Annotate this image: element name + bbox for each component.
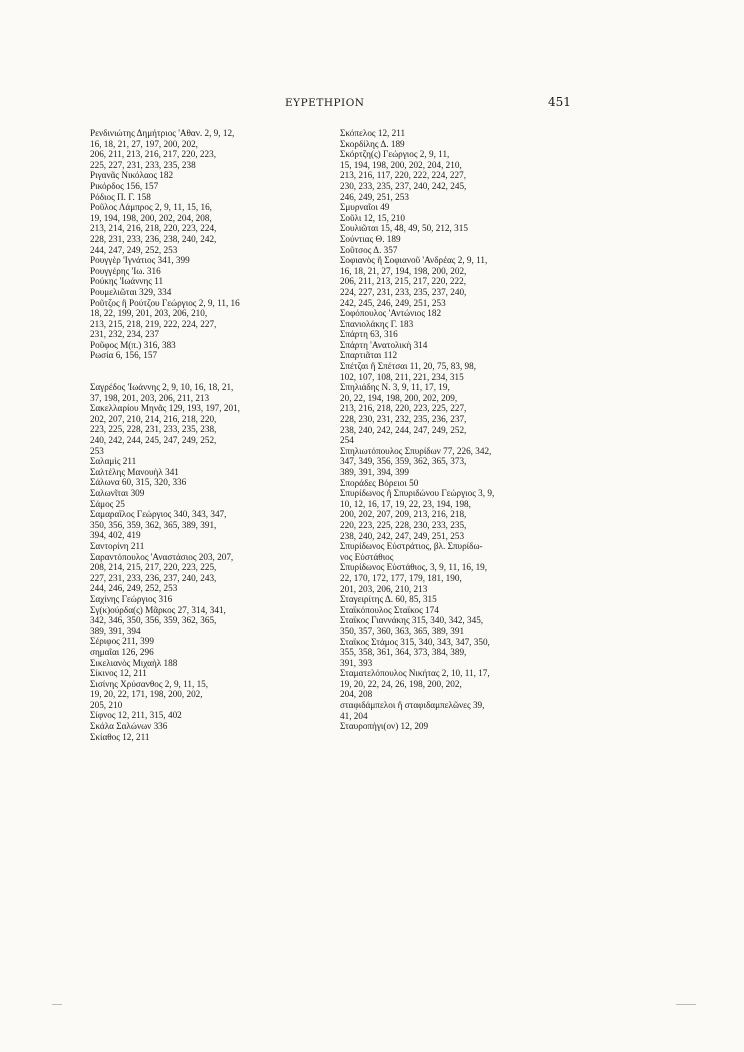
- index-entry: [90, 456, 322, 467]
- index-entry-line: Σαγρέδος 'Ιωάννης 2, 9, 10, 16, 18, 21,: [90, 382, 234, 393]
- index-entry: [340, 446, 572, 478]
- index-entry-line: Σγ(κ)ούρδα(ς) Μᾶρκος 27, 314, 341,: [90, 604, 226, 615]
- index-entry-continuation: 15, 194, 198, 200, 202, 204, 210,: [340, 159, 462, 170]
- index-entry-continuation: 242, 245, 246, 249, 251, 253: [340, 297, 446, 308]
- index-entry-continuation: 213, 215, 218, 219, 222, 224, 227,: [90, 318, 217, 329]
- index-entry: [90, 732, 322, 743]
- index-entry-line: Ριγανᾶς Νικόλαος 182: [90, 170, 174, 181]
- index-entry-line: Ρουγγὲρ 'Ιγνάτιος 341, 399: [90, 255, 190, 266]
- index-entry: [90, 668, 322, 679]
- scan-mark: [52, 1004, 62, 1005]
- index-entry-continuation: 19, 20, 22, 24, 26, 198, 200, 202,: [340, 678, 462, 689]
- index-entry-line: Σαντορίνη 211: [90, 540, 145, 551]
- index-entry: [340, 700, 572, 721]
- index-entry: [340, 350, 572, 361]
- index-entry-line: Σίκινος 12, 211: [90, 668, 147, 679]
- index-entry-line: Σουλιῶται 15, 48, 49, 50, 212, 315: [340, 223, 468, 234]
- index-entry-line: Ροῦλος Λάμπρος 2, 9, 11, 15, 16,: [90, 202, 212, 213]
- index-entry-line: Ρωσία 6, 156, 157: [90, 350, 158, 361]
- index-entry-line: σημαῖαι 126, 296: [90, 646, 154, 657]
- index-entry-continuation: 19, 20, 22, 171, 198, 200, 202,: [90, 689, 203, 700]
- index-entry: [340, 668, 572, 700]
- index-entry: [340, 329, 572, 340]
- index-entry: [90, 276, 322, 287]
- index-entry-line: Σαλωνῖται 309: [90, 488, 145, 498]
- index-entry-continuation: 208, 214, 215, 217, 220, 223, 225,: [90, 562, 217, 573]
- index-entry: [90, 594, 322, 605]
- index-entry-continuation: 347, 349, 356, 359, 362, 365, 373,: [340, 456, 467, 467]
- index-entry-line: Σοῦλι 12, 15, 210: [340, 212, 405, 223]
- scan-mark: [676, 1004, 696, 1005]
- index-entry-continuation: 202, 207, 210, 214, 216, 218, 220,: [90, 413, 217, 424]
- index-entry-line: Σπυρίδωνος Εὐστάθιος, 3, 9, 11, 16, 19,: [340, 562, 488, 573]
- index-entry-line: Σαμαραΐλος Γεώργιος 340, 343, 347,: [90, 509, 227, 520]
- index-entry-continuation: 253: [90, 445, 104, 456]
- index-entry-continuation: 201, 203, 206, 210, 213: [340, 583, 428, 594]
- index-entry: [340, 382, 572, 446]
- index-entry-continuation: 355, 358, 361, 364, 373, 384, 389,: [340, 647, 467, 658]
- index-entry: [90, 181, 322, 192]
- index-entry: [340, 223, 572, 234]
- index-entry: [90, 647, 322, 658]
- index-entry-continuation: 37, 198, 201, 203, 206, 211, 213: [90, 392, 210, 403]
- index-entry: [90, 202, 322, 255]
- index-entry-continuation: 342, 346, 350, 356, 359, 362, 365,: [90, 615, 217, 626]
- index-entry: [90, 287, 322, 298]
- index-entry: [90, 552, 322, 594]
- index-entry-line: Ρουμελιῶται 329, 334: [90, 286, 172, 297]
- index-entry-continuation: 213, 216, 218, 220, 223, 225, 227,: [340, 403, 467, 414]
- index-entry-continuation: 204, 208: [340, 689, 373, 700]
- index-entry: [90, 488, 322, 499]
- index-entry-line: Ρουγγέρης 'Ιω. 316: [90, 265, 161, 276]
- index-entry-continuation: 394, 402, 419: [90, 530, 141, 541]
- index-entry: [340, 319, 572, 330]
- index-entry-line: Σοῦτσος Δ. 357: [340, 244, 398, 255]
- index-entry: [90, 636, 322, 647]
- index-entry-line: Ρικόρδος 156, 157: [90, 180, 159, 191]
- index-entry-continuation: 230, 233, 235, 237, 240, 242, 245,: [340, 180, 467, 191]
- index-entry-continuation: 238, 240, 242, 244, 247, 249, 252,: [340, 424, 467, 435]
- index-entry-line: Σπάρτη 'Ανατολικὴ 314: [340, 339, 428, 350]
- index-entry-continuation: 240, 242, 244, 245, 247, 249, 252,: [90, 435, 217, 446]
- index-entry-line: Σταϊκος Στάμος 315, 340, 343, 347, 350,: [340, 636, 490, 647]
- index-entry: [90, 350, 322, 361]
- index-entry: [340, 139, 572, 150]
- index-entry-continuation: 18, 22, 199, 201, 203, 206, 210,: [90, 308, 208, 319]
- index-entry-continuation: 389, 391, 394, 399: [340, 467, 409, 477]
- index-entry: [340, 637, 572, 669]
- index-entry-continuation: 213, 216, 117, 220, 222, 224, 227,: [340, 170, 466, 181]
- index-entry: [90, 192, 322, 203]
- index-entry: [340, 340, 572, 351]
- index-entry-continuation: 20, 22, 194, 198, 200, 202, 209,: [340, 392, 458, 403]
- index-entry-line: Σούντιας Θ. 189: [340, 233, 401, 244]
- index-entry-continuation: 238, 240, 242, 247, 249, 251, 253: [340, 530, 465, 541]
- index-entry-line: Σταϊκος Γιαννάκης 315, 340, 342, 345,: [340, 615, 484, 626]
- index-entry: [90, 710, 322, 721]
- running-title: ΕΥΡΕΤΗΡΙΟΝ: [285, 97, 365, 109]
- index-entry: [90, 266, 322, 277]
- index-entry-line: Σπυρίδωνος Εὐστράτιος, βλ. Σπυρίδω-: [340, 541, 483, 552]
- index-entry: [90, 128, 322, 170]
- index-entry: [340, 234, 572, 245]
- index-entry-line: Σαλτέλης Μανουὴλ 341: [90, 466, 179, 477]
- index-entry-continuation: 391, 393: [340, 657, 373, 668]
- index-entry-continuation: 254: [340, 435, 354, 446]
- index-entry-continuation: 102, 107, 108, 211, 221, 234, 315: [340, 371, 464, 382]
- index-entry-line: Ρόδιος Π. Γ. 158: [90, 191, 151, 202]
- index-entry-continuation: 213, 214, 216, 218, 220, 223, 224,: [90, 223, 217, 234]
- index-entry: [90, 382, 322, 403]
- index-entry-continuation: 10, 12, 16, 17, 19, 22, 23, 194, 198,: [340, 498, 471, 509]
- letter-section-gap: [90, 361, 322, 382]
- index-entry-continuation: 350, 356, 359, 362, 365, 389, 391,: [90, 519, 217, 530]
- index-entry-line: Σάλωνα 60, 315, 320, 336: [90, 477, 187, 488]
- index-entry-continuation: 244, 246, 249, 252, 253: [90, 583, 178, 594]
- index-entry-continuation: 41, 204: [340, 710, 368, 721]
- index-entry-continuation: 16, 18, 21, 27, 194, 198, 200, 202,: [340, 265, 467, 276]
- index-entry-line: Ρενδινιώτης Δημήτριος 'Αθαν. 2, 9, 12,: [90, 128, 235, 138]
- index-entry-continuation: νος Εὐστάθιος: [340, 551, 394, 562]
- index-entry-line: Σταματελόπουλος Νικήτας 2, 10, 11, 17,: [340, 668, 490, 679]
- index-entry-line: Σοφιανὸς ἢ Σοφιανοῦ 'Ανδρέας 2, 9, 11,: [340, 255, 488, 266]
- index-entry-continuation: 228, 230, 231, 232, 235, 236, 237,: [340, 414, 467, 425]
- index-entry-continuation: 246, 249, 251, 253: [340, 191, 409, 202]
- index-entry-line: Σισίνης Χρύσανθος 2, 9, 11, 15,: [90, 678, 209, 689]
- index-entry-line: Σκάλα Σαλώνων 336: [90, 721, 168, 732]
- index-entry: [340, 605, 572, 616]
- index-entry: [340, 594, 572, 605]
- index-entry-continuation: 16, 18, 21, 27, 197, 200, 202,: [90, 138, 198, 149]
- index-entry-continuation: 205, 210: [90, 699, 123, 710]
- index-entry-line: Σαχίνης Γεώργιος 316: [90, 593, 173, 604]
- index-entry-line: Σταγειρίτης Δ. 60, 85, 315: [340, 594, 437, 605]
- index-entry: [340, 255, 572, 308]
- index-entry-line: Σποράδες Βόρειοι 50: [340, 477, 419, 488]
- index-entry-line: Σκόπελος 12, 211: [340, 128, 406, 138]
- index-entry-line: Σκόρτζη(ς) Γεώργιος 2, 9, 11,: [340, 149, 450, 160]
- index-entry: [340, 615, 572, 636]
- index-entry: [340, 488, 572, 541]
- index-entry-line: Σκίαθος 12, 211: [90, 731, 150, 742]
- index-entry: [90, 340, 322, 351]
- index-entry-line: Σοφόπουλος 'Αντώνιος 182: [340, 308, 442, 319]
- index-entry-continuation: 224, 227, 231, 233, 235, 237, 240,: [340, 286, 467, 297]
- index-entry-continuation: 22, 170, 172, 177, 179, 181, 190,: [340, 572, 462, 583]
- index-entry-continuation: 19, 194, 198, 200, 202, 204, 208,: [90, 212, 212, 223]
- index-entry-line: Σπαρτιᾶται 112: [340, 350, 398, 361]
- page-header: [0, 97, 744, 113]
- index-entry: [90, 721, 322, 732]
- index-entry: [90, 605, 322, 637]
- index-entry-continuation: 389, 391, 394: [90, 625, 141, 636]
- index-entry: [90, 509, 322, 541]
- index-entry: [90, 679, 322, 711]
- index-entry-line: Ροῦτζος ἢ Ρούτζου Γεώργιος 2, 9, 11, 16: [90, 297, 240, 308]
- index-entry: [340, 245, 572, 256]
- index-entry: [90, 658, 322, 669]
- index-entry-line: Σπέτζαι ἢ Σπέτσαι 11, 20, 75, 83, 98,: [340, 361, 477, 372]
- index-entry: [90, 298, 322, 340]
- index-entry: [340, 721, 572, 732]
- index-entry-line: Σταυροπήγι(ον) 12, 209: [340, 721, 429, 732]
- index-entry-line: Σαλαμὶς 211: [90, 456, 137, 467]
- index-entry-line: Σπηλιάδης Ν. 3, 9, 11, 17, 19,: [340, 382, 450, 393]
- index-entry-continuation: 228, 231, 233, 236, 238, 240, 242,: [90, 233, 217, 244]
- index-entry: [340, 149, 572, 202]
- index-entry: [340, 213, 572, 224]
- index-column-left: [90, 128, 322, 742]
- index-entry: [90, 170, 322, 181]
- index-entry-line: Σίφνος 12, 211, 315, 402: [90, 710, 182, 721]
- index-entry-continuation: 206, 211, 213, 216, 217, 220, 223,: [90, 149, 216, 160]
- index-entry-line: Σπανιολάκης Γ. 183: [340, 318, 414, 329]
- index-entry-continuation: 200, 202, 207, 209, 213, 216, 218,: [340, 509, 467, 520]
- index-entry: [90, 467, 322, 478]
- index-entry: [340, 128, 572, 139]
- index-entry-continuation: 223, 225, 228, 231, 233, 235, 238,: [90, 424, 217, 435]
- index-entry: [90, 499, 322, 510]
- index-entry: [340, 478, 572, 489]
- index-entry: [90, 477, 322, 488]
- index-entry-line: Σαραντόπουλος 'Αναστάσιος 203, 207,: [90, 551, 234, 562]
- index-entry-continuation: 227, 231, 233, 236, 237, 240, 243,: [90, 572, 217, 583]
- index-entry: [340, 361, 572, 382]
- index-entry-line: Ρούκης 'Ιωάννης 11: [90, 276, 164, 287]
- index-entry-continuation: 225, 227, 231, 233, 235, 238: [90, 159, 196, 170]
- index-entry-continuation: 231, 232, 234, 237: [90, 329, 159, 340]
- index-entry-line: σταφιδάμπελοι ἢ σταφιδαμπελῶνες 39,: [340, 700, 485, 711]
- index-entry-continuation: 350, 357, 360, 363, 365, 389, 391: [340, 625, 465, 636]
- index-entry-continuation: 220, 223, 225, 228, 230, 233, 235,: [340, 519, 467, 530]
- index-entry-line: Σάμος 25: [90, 498, 125, 509]
- index-entry: [340, 308, 572, 319]
- index-entry: [340, 541, 572, 562]
- index-column-right: [340, 128, 572, 732]
- index-entry: [90, 403, 322, 456]
- index-entry: [340, 562, 572, 594]
- index-entry-line: Σκορδίλης Δ. 189: [340, 138, 405, 149]
- index-entry-continuation: 206, 211, 213, 215, 217, 220, 222,: [340, 276, 466, 287]
- index-entry-line: Σμυρναῖοι 49: [340, 202, 390, 213]
- index-entry-line: Σέριφος 211, 399: [90, 636, 154, 647]
- index-entry-line: Σπάρτη 63, 316: [340, 329, 398, 340]
- index-entry-line: Σταϊκόπουλος Σταϊκος 174: [340, 604, 439, 615]
- index-entry-line: Σακελλαρίου Μηνᾶς 129, 193, 197, 201,: [90, 403, 240, 414]
- index-entry-line: Σικελιανὸς Μιχαὴλ 188: [90, 657, 178, 668]
- index-entry: [340, 202, 572, 213]
- index-entry-line: Ροῦφος Μ(π.) 316, 383: [90, 339, 176, 350]
- page-number: 451: [548, 95, 571, 109]
- index-entry-line: Σπυρίδωνος ἢ Σπυριδώνου Γεώργιος 3, 9,: [340, 488, 495, 499]
- index-entry-line: Σπηλιωτόπουλος Σπυρίδων 77, 226, 342,: [340, 445, 492, 456]
- index-entry-continuation: 244, 247, 249, 252, 253: [90, 244, 178, 255]
- index-entry: [90, 541, 322, 552]
- index-entry: [90, 255, 322, 266]
